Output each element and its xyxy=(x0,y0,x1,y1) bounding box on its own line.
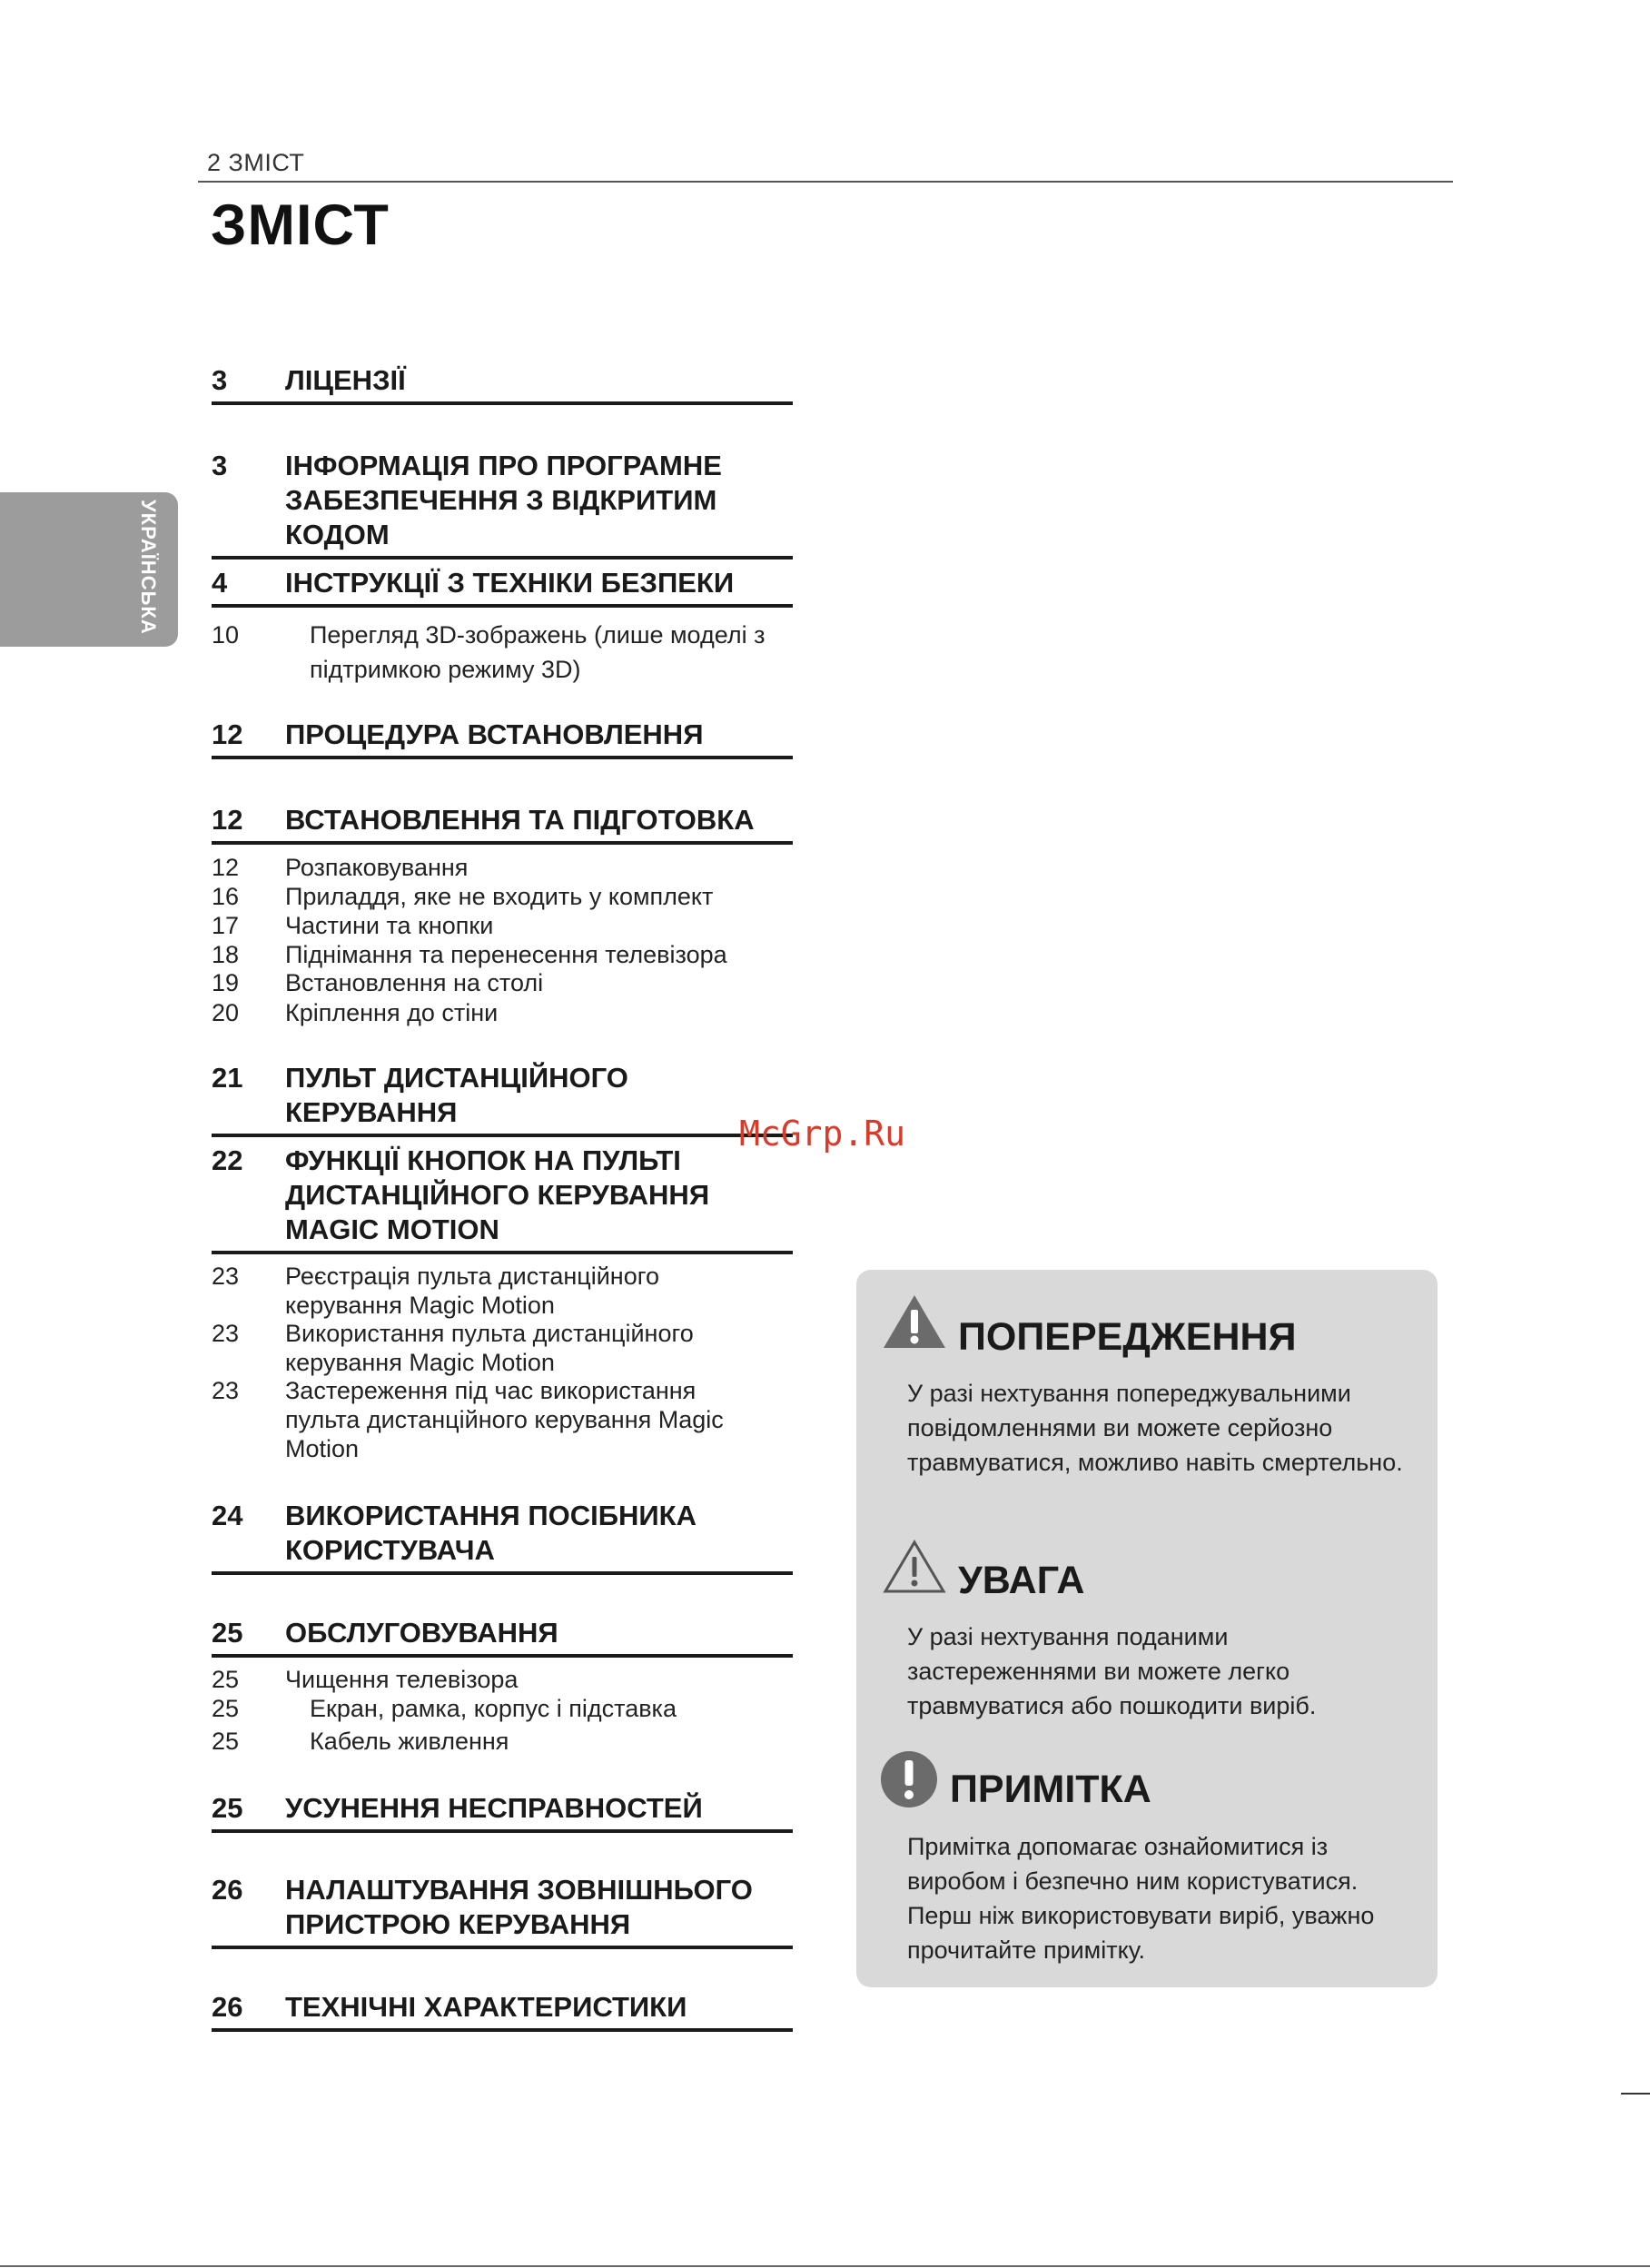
toc-title: ІНФОРМАЦІЯ ПРО ПРОГРАМНЕ ЗАБЕЗПЕЧЕННЯ З ВІДКРИТИМ КОДОМ xyxy=(285,450,722,550)
margin-mark xyxy=(1621,2093,1650,2095)
toc-title: НАЛАШТУВАННЯ ЗОВНІШНЬОГО ПРИСТРОЮ КЕРУВАННЯ xyxy=(285,1874,753,1940)
toc-entry-sub[interactable] xyxy=(212,968,793,997)
toc-entry-main[interactable] xyxy=(212,1873,793,1949)
toc-page-number: 10 xyxy=(212,621,240,649)
toc-page-number: 12 xyxy=(212,854,240,881)
toc-entry-main[interactable] xyxy=(212,1499,793,1575)
notice-legend-box xyxy=(856,1270,1438,1987)
toc-entry-main[interactable] xyxy=(212,449,793,560)
toc-page-number: 20 xyxy=(212,999,240,1026)
toc-page-number: 23 xyxy=(212,1263,240,1290)
toc-page-number: 25 xyxy=(212,1617,243,1649)
toc-entry-sub[interactable] xyxy=(212,940,793,969)
toc-entry-sub[interactable] xyxy=(212,1727,793,1756)
warning-text: У разі нехтування попереджувальними повідомленнями ви можете серйозно травмуватися, можливо навіть смертельно. xyxy=(907,1380,1403,1476)
toc-entry-main[interactable] xyxy=(212,1791,793,1833)
toc-title: Екран, рамка, корпус і підставка xyxy=(310,1695,677,1722)
watermark: McGrp.Ru xyxy=(739,1114,906,1154)
toc-page-number: 21 xyxy=(212,1062,243,1094)
running-header: 2 ЗМІСТ xyxy=(207,149,305,176)
toc-entry-main[interactable] xyxy=(212,566,793,608)
language-tab xyxy=(0,492,178,647)
toc-entry-sub[interactable] xyxy=(212,998,793,1027)
caution-text: У разі нехтування поданими застереженнями ви можете легко травмуватися або пошкодити виріб. xyxy=(907,1623,1317,1719)
toc-page-number: 3 xyxy=(212,450,228,481)
toc-entry-sub[interactable] xyxy=(212,620,793,687)
toc-entry-main[interactable] xyxy=(212,1616,793,1658)
toc-title: ВИКОРИСТАННЯ ПОСІБНИКА КОРИСТУВАЧА xyxy=(285,1500,697,1566)
toc-title: ЛІЦЕНЗІЇ xyxy=(285,364,406,396)
toc-title: УСУНЕННЯ НЕСПРАВНОСТЕЙ xyxy=(285,1792,703,1824)
note-text: Примітка допомагає ознайомитися із виробом і безпечно ним користуватися. Перш ніж використовувати виріб, уважно прочитайте примітку. xyxy=(907,1833,1375,1964)
toc-page-number: 23 xyxy=(212,1377,240,1404)
toc-entry-main[interactable] xyxy=(212,718,793,759)
toc-page-number: 18 xyxy=(212,941,240,968)
toc-entry-sub[interactable] xyxy=(212,1665,793,1694)
toc-title: Приладдя, яке не входить у комплект xyxy=(285,883,714,910)
toc-entry-sub[interactable] xyxy=(212,1376,793,1463)
page-bottom-edge xyxy=(0,2265,1650,2267)
toc-title: Чищення телевізора xyxy=(285,1666,519,1693)
toc-page-number: 25 xyxy=(212,1695,240,1722)
toc-page-number: 23 xyxy=(212,1320,240,1347)
toc-title: ФУНКЦІЇ КНОПОК НА ПУЛЬТІ ДИСТАНЦІЙНОГО КЕРУВАННЯ MAGIC MOTION xyxy=(285,1144,710,1245)
page-title: ЗМІСТ xyxy=(211,193,390,257)
toc-title: ВСТАНОВЛЕННЯ ТА ПІДГОТОВКА xyxy=(285,804,755,836)
toc-title: ІНСТРУКЦІЇ З ТЕХНІКИ БЕЗПЕКИ xyxy=(285,567,735,599)
toc-page-number: 4 xyxy=(212,567,228,599)
toc-title: ПРОЦЕДУРА ВСТАНОВЛЕННЯ xyxy=(285,718,704,750)
toc-entry-main[interactable] xyxy=(212,363,793,405)
toc-title: Застереження під час використання пульта дистанційного керування Magic Motion xyxy=(285,1377,724,1462)
toc-entry-sub[interactable] xyxy=(212,911,793,940)
toc-title: Кабель живлення xyxy=(310,1728,509,1755)
toc-title: Кріплення до стіни xyxy=(285,999,499,1026)
toc-page-number: 17 xyxy=(212,912,240,939)
toc-entry-main[interactable] xyxy=(212,1144,793,1254)
toc-title: Встановлення на столі xyxy=(285,969,544,996)
toc-entry-sub[interactable] xyxy=(212,853,793,882)
toc-entry-main[interactable] xyxy=(212,1061,793,1137)
note-exclamation-icon xyxy=(879,1749,939,1809)
warning-filled-icon xyxy=(882,1293,947,1350)
toc-page-number: 12 xyxy=(212,718,243,750)
toc-title: Піднімання та перенесення телевізора xyxy=(285,941,727,968)
toc-page-number: 25 xyxy=(212,1666,240,1693)
toc-page-number: 24 xyxy=(212,1500,243,1531)
note-title: ПРИМІТКА xyxy=(950,1768,1151,1811)
language-tab-label: УКРАЇНСЬКА xyxy=(137,500,160,635)
toc-title: Перегляд 3D-зображень (лише моделі з підтримкою режиму 3D) xyxy=(310,621,766,683)
toc-page-number: 22 xyxy=(212,1144,243,1176)
toc-page-number: 19 xyxy=(212,969,240,996)
toc-title: ПУЛЬТ ДИСТАНЦІЙНОГО КЕРУВАННЯ xyxy=(285,1062,628,1128)
toc-page-number: 26 xyxy=(212,1874,243,1906)
toc-entry-sub[interactable] xyxy=(212,1694,793,1723)
toc-title: Використання пульта дистанційного керування Magic Motion xyxy=(285,1320,694,1376)
toc-page-number: 12 xyxy=(212,804,243,836)
toc-title: Розпаковування xyxy=(285,854,469,881)
toc-entry-sub[interactable] xyxy=(212,1319,793,1377)
toc-title: Частини та кнопки xyxy=(285,912,494,939)
toc-entry-sub[interactable] xyxy=(212,1262,793,1320)
warning-title: ПОПЕРЕДЖЕННЯ xyxy=(958,1315,1297,1359)
toc-entry-main[interactable] xyxy=(212,803,793,845)
toc-page-number: 16 xyxy=(212,883,240,910)
toc-entry-sub[interactable] xyxy=(212,882,793,911)
toc-entry-main[interactable] xyxy=(212,1990,793,2032)
toc-page-number: 25 xyxy=(212,1792,243,1824)
toc-page-number: 26 xyxy=(212,1991,243,2023)
caution-outline-icon xyxy=(882,1539,947,1595)
toc-title: ТЕХНІЧНІ ХАРАКТЕРИСТИКИ xyxy=(285,1991,687,2023)
toc-page-number: 25 xyxy=(212,1728,240,1755)
toc-title: ОБСЛУГОВУВАННЯ xyxy=(285,1617,558,1649)
toc-page-number: 3 xyxy=(212,364,228,396)
header-divider xyxy=(198,181,1453,183)
caution-title: УВАГА xyxy=(958,1559,1085,1602)
toc-title: Реєстрація пульта дистанційного керування Magic Motion xyxy=(285,1263,659,1319)
